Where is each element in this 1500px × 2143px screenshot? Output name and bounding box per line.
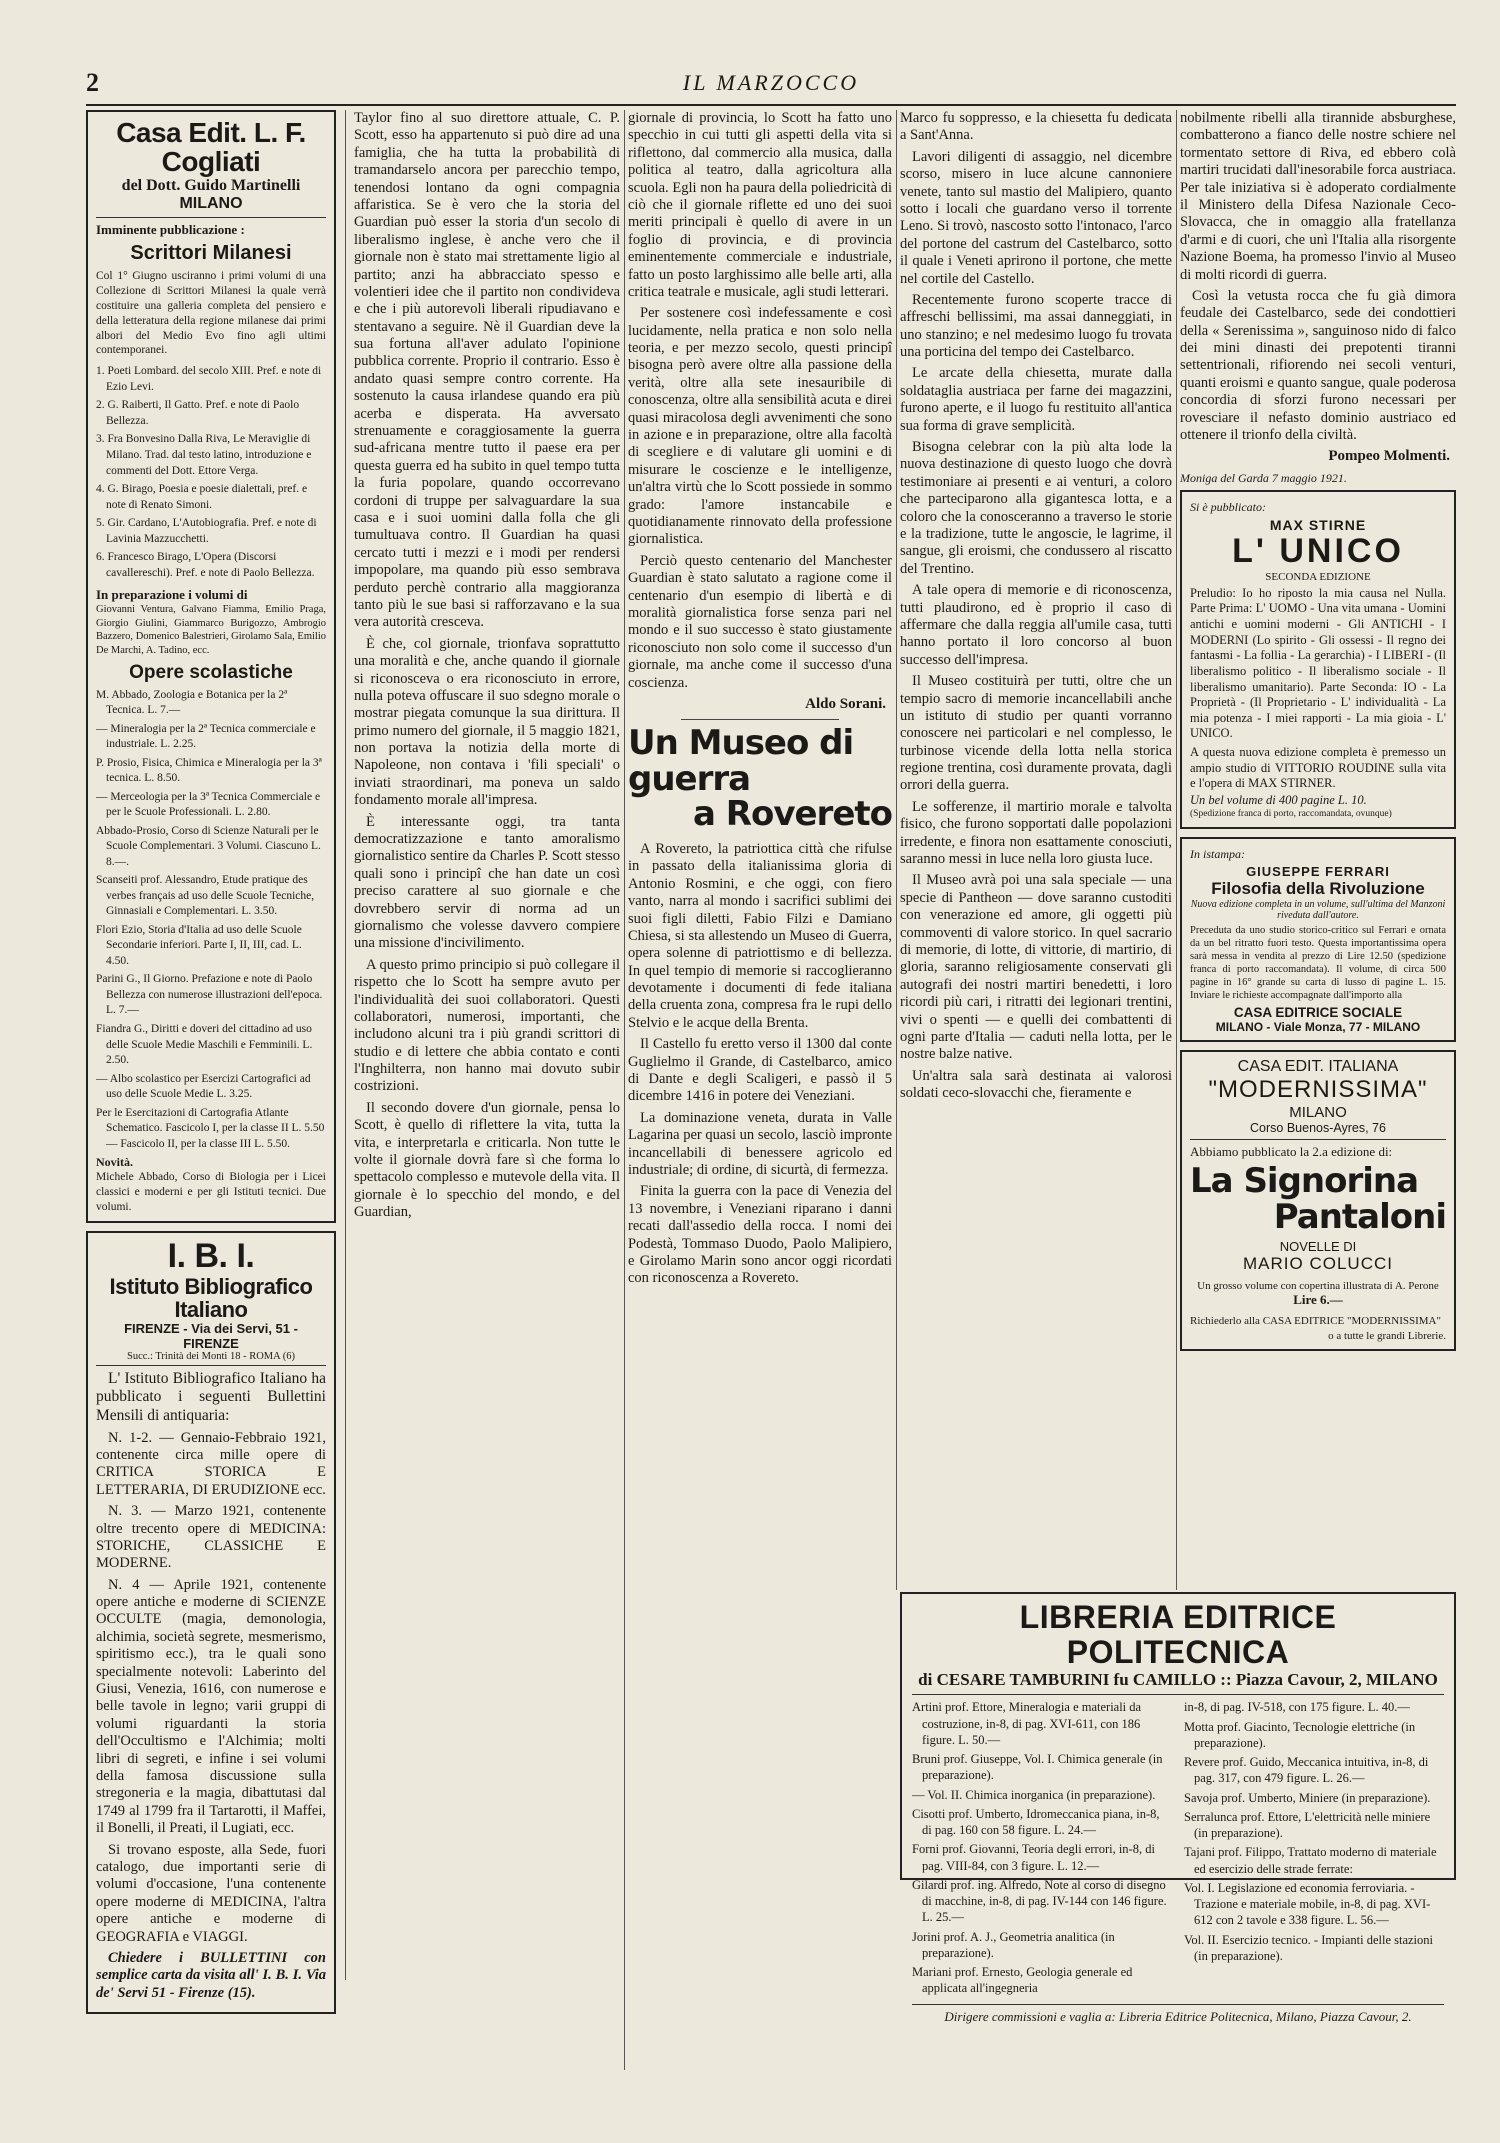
modernissima-intro: Abbiamo pubblicato la 2.a edizione di:	[1190, 1144, 1393, 1160]
list-item: 3. Fra Bonvesino Dalla Riva, Le Meraviglie di Milano. Trad. dal testo latino, introduzione e commenti del Dott. Ettore Verga.	[96, 433, 312, 477]
column-rule	[896, 110, 897, 1590]
politecnica-footer: Dirigere commissioni e vaglia a: Libreria Editrice Politecnica, Milano, Piazza Cavour, 2.	[912, 2004, 1444, 2025]
header-rule	[86, 104, 1456, 106]
novita-title: Novità.	[96, 1155, 133, 1170]
cogliati-title: Casa Edit. L. F. Cogliati	[116, 117, 306, 178]
list-item: Serralunca prof. Ettore, L'elettricità nelle miniere (in preparazione).	[1184, 1809, 1431, 1841]
series-intro: Col 1° Giugno usciranno i primi volumi di una Collezione di Scrittori Milanesi la quale verrà costituire una galleria completa del pensiero e della letteratura della regione milanese dai primi albori del Medio Evo fino agli ultimi contemporanei.	[96, 269, 326, 357]
article-paragraph: nobilmente ribelli alla tirannide absburghese, combatterono a fianco delle nostre schiere nel tormentato settore di Riva, ed ebbero colà martiri trucidati dall'inesorabile forca austriaca. Per tale iniziativa si è adoperato cordialmente il Ministero della Difesa Nazionale Ceco-Slovacca, che in omaggio alla fratellanza d'armi e di cuori, che unì l'Italia alla risorgente Nazione Boema, ha promesso l'invio al Museo di molti ricordi di guerra.	[1180, 110, 1456, 283]
ibi-note: Si trovano esposte, alla Sede, fuori catalogo, due importanti serie di volumi d'occasione, l'una contenente opere moderne di MEDICINA, l'altra opere antiche e moderne di GEOGRAFIA e VIAGGI.	[96, 1841, 326, 1945]
article-paragraph: Il Castello fu eretto verso il 1300 dal conte Guglielmo il Grande, di Castelbarco, amico di Dante e degli Scaligeri, e passò il 5 dicembre 1416 in potere dei Veneziani.	[628, 1036, 892, 1105]
book-author: MARIO COLUCCI	[1243, 1254, 1393, 1274]
ferrari-author: GIUSEPPE FERRARI	[1246, 863, 1390, 879]
ferrari-publisher: CASA EDITRICE SOCIALE	[1233, 1005, 1403, 1021]
list-item: Gilardi prof. ing. Alfredo, Note al corso di disegno di macchine, in-8, di pag. IV-144 con 146 figure. L. 25.—	[912, 1877, 1167, 1925]
article-title-line2: a Rovereto	[693, 794, 892, 835]
list-item: 2. G. Raiberti, Il Gatto. Pref. e note di Paolo Bellezza.	[96, 399, 300, 427]
article-paragraph: Per sostenere così indefessamente e così lucidamente, nella pratica e non solo nella teoria, e per mezzo secolo, questi principî bisogna però avere oltre alla passione della verità, oltre alla sete inesauribile di conoscenza, oltre alla sensibilità acuta e direi quasi miracolosa degli avvenimenti che sono in azione e in preparazione, oltre alla facoltà di scegliere e di valutare gli uomini e di misurare le coscienze e le intelligenze, un'altra virtù che lo Scott possiede in sommo grado: l'amore instancabile e quotidianamente rinnovato della professione giornalistica.	[628, 305, 892, 548]
modernissima-name: "MODERNISSIMA"	[1208, 1076, 1428, 1104]
page-header	[86, 68, 1456, 96]
unico-author: MAX STIRNE	[1269, 517, 1367, 534]
list-item: P. Prosio, Fisica, Chimica e Mineralogia per la 3ª tecnica. L. 8.50.	[96, 756, 322, 785]
ibi-address: FIRENZE - Via dei Servi, 51 - FIRENZE	[124, 1320, 298, 1351]
ferrari-title: Filosofia della Rivoluzione	[1211, 878, 1425, 898]
article-paragraph: Perciò questo centenario del Manchester Guardian è stato salutato a ragione come il centenario d'un esempio di libertà e di moralità giornalistica forse senza pari nel mondo e il suo successo è stato giustamente riconosciuto non solo come il successo d'un giornale, ma anche come il successo d'una coscienza.	[628, 552, 892, 691]
book-title-line1: La Signorina	[1190, 1160, 1419, 1201]
series-list	[96, 364, 326, 581]
article-paragraph: Un'altra sala sarà destinata ai valorosi soldati ceco-slovacchi che, fieramente e	[900, 1067, 1172, 1102]
list-item: Vol. I. Legislazione ed economia ferroviaria. - Trazione e materiale mobile, in-8, di pag. XVI-612 con 2 tavole e 338 figure. L. 56.—	[1184, 1880, 1431, 1928]
politecnica-subtitle: di CESARE TAMBURINI fu CAMILLO :: Piazza Cavour, 2, MILANO	[912, 1670, 1444, 1695]
book-format: Un grosso volume con copertina illustrata di A. Perone	[1197, 1280, 1439, 1293]
ferrari-label: In istampa:	[1190, 846, 1245, 861]
ibi-subtitle: Istituto Bibliografico Italiano	[109, 1273, 313, 1322]
article-paragraph: È che, col giornale, trionfava soprattutto una moralità e che, anche quando il giornale si riconosceva o era riconosciuto in errore, nulla poteva offuscare il suo sdegno morale o mostrar piegata comunque la sua dirittura. Il primo numero del giornale, il 5 maggio 1821, non portava la notizia della morte di Napoleone, non contava i 'fili speciali' o inviati straordinari, ma poneva un saldo fondamento morale all'impresa.	[354, 635, 620, 809]
ferrari-body: Preceduta da uno studio storico-critico sul Ferrari e ornata da un bel ritratto fuori testo. Questa importantissima opera sarà messa in vendita al prezzo di Lire 12.50 (spedizione franca di porto raccomandata). Il volume, di circa 500 pagine in 16° grande su carta di lusso di pagine L. 15. Inviare le richieste accompagnate dall'importo alla	[1190, 924, 1446, 1002]
column-rule	[345, 110, 346, 1980]
article-paragraph: A Rovereto, la patriottica città che rifulse in passato della italianissima gloria di Antonio Rosmini, e che oggi, con fiero vanto, narra al mondo i sacrifici sublimi dei suoi figli diletti, Fabio Filzi e Damiano Chiesa, si sta allestendo un Museo di Guerra, opera solenne di patriottismo e di bellezza. In quel tempio di memorie si raccoglieranno devotamente i documenti di fede italiana della cruenta zona, compresa fra le rupi dello Stelvio e le acque della Brenta.	[628, 840, 892, 1031]
book-genre: NOVELLE DI	[1279, 1239, 1357, 1255]
article-paragraph: Lavori diligenti di assaggio, nel dicembre scorso, misero in luce alcune cannoniere venete, tanto sul mastio del Malipiero, quanto sotto i locali che guardano verso il torrente Leno. Si trovò, nascosto sotto l'intonaco, l'arco del portone del castrum del Castelbarco, sotto il quale i Veneti aprirono il portone, che mette nel cortile del Castello.	[900, 148, 1172, 287]
page-number: 2	[86, 68, 99, 97]
column-1	[86, 110, 336, 2001]
article-paragraph: Il Museo avrà poi una sala speciale — una specie di Pantheon — dove saranno custoditi con venerazione ed amore, gli oggetti più commoventi di valore storico. In quel sacrario di memorie, di lotte, di vittorie, di martirio, di gloria, saranno religiosamente conservati gli autografi dei nostri martiri benedetti, i loro ricordi più cari, i ritratti dei legionari trentini, vivi o spenti — e quelli dei combattenti di ogni parte d'Italia — caduti nella lotta, per le nostre balze native.	[900, 872, 1172, 1063]
list-item: Artini prof. Ettore, Mineralogia e materiali da costruzione, in-8, di pag. XVI-611, con 186 figure. L. 50.—	[912, 1700, 1142, 1747]
ibi-branch: Succ.: Trinità dei Monti 18 - ROMA (6)	[96, 1351, 326, 1366]
list-item: Fiandra G., Diritti e doveri del cittadino ad uso delle Scuole Medie Maschili e Femminili. L. 2.50.	[96, 1022, 313, 1067]
list-item: Forni prof. Giovanni, Teoria degli errori, in-8, di pag. VIII-84, con 3 figure. L. 12.—	[912, 1842, 1155, 1873]
article-paragraph: È interessante oggi, tra tanta democratizzazione e tanto amoralismo giornalistico sentire da Charles P. Scott stesso quali sono i principî che han date un così preciso carattere al suo giornale e che dovrebbero servir di norma ad un giornalismo che volesse davvero compiere una missione d'incivilimento.	[354, 813, 620, 952]
novita-text: Michele Abbado, Corso di Biologia per i Licei classici e moderni e per gli Istituti tecnici. Due volumi.	[96, 1171, 326, 1213]
list-item: Mariani prof. Ernesto, Geologia generale ed applicata all'ingegneria	[912, 1965, 1133, 1996]
list-item: 5. Gir. Cardano, L'Autobiografia. Pref. e note di Lavinia Mazzucchetti.	[96, 517, 317, 545]
book-order: Richiederlo alla CASA EDITRICE "MODERNISSIMA"	[1190, 1315, 1441, 1328]
list-item: Savoja prof. Umberto, Miniere (in preparazione).	[1184, 1790, 1431, 1805]
dateline: Moniga del Garda 7 maggio 1921.	[1180, 471, 1347, 486]
list-item: Tajani prof. Filippo, Trattato moderno di materiale ed esercizio delle strade ferrate:	[1184, 1845, 1437, 1876]
list-item: — Albo scolastico per Esercizi Cartografici ad uso delle Scuole Medie L. 3.25.	[96, 1072, 311, 1101]
column-3	[628, 110, 892, 2070]
article-paragraph: A questo primo principio si può collegare il rispetto che lo Scott ha sempre avuto per l'individualità dei suoi collaboratori. Questi collaboratori, numerosi, importanti, che includono alcuni tra i più grandi scrittori di studio e di lettere che abbia contato e conti l'Inghilterra, non hanno mai dovuto subir costrizioni.	[354, 956, 620, 1095]
list-item: M. Abbado, Zoologia e Botanica per la 2ª Tecnica. L. 7.—	[96, 688, 288, 717]
politecnica-list-left	[912, 1699, 1172, 1999]
list-item: in-8, di pag. IV-518, con 175 figure. L. 40.—	[1184, 1700, 1410, 1715]
unico-shipping: (Spedizione franca di porto, raccomandata, ovunque)	[1190, 809, 1392, 820]
list-item: Vol. II. Esercizio tecnico. - Impianti delle stazioni (in preparazione).	[1184, 1932, 1433, 1963]
article-paragraph: Recentemente furono scoperte tracce di affreschi bellissimi, ma assai danneggiati, in uno stanzino; e nel medesimo luogo fu trovata una porticina del tempo dei Castelbarco.	[900, 291, 1172, 361]
book-order-2: o a tutte le grandi Librerie.	[1328, 1329, 1446, 1342]
list-item: 1. Poeti Lombard. del secolo XIII. Pref. e note di Ezio Levi.	[96, 365, 322, 393]
unico-contents: Preludio: Io ho riposto la mia causa nel Nulla. Parte Prima: L' UOMO - Una vita umana - Uomini antichi e uomini moderni - Gli ANTICHI - I MODERNI (Lo spirito - Gli ossessi - Il regno dei fantasmi - La follia - La gerarchia) - I LIBERI - (Il liberalismo politico - Il liberalismo sociale - Il liberalismo umanitario). Parte Seconda: IO - La Proprietà - (Il Proprietario - L' individualità - La mia potenza - I miei rapporti - La mia gioia - L' UNICO.	[1190, 585, 1446, 741]
book-price: Lire 6.—	[1293, 1292, 1343, 1308]
article-paragraph: giornale di provincia, lo Scott ha fatto uno specchio in cui tutti gli aspetti della vita si riflettono, dal commercio alla musica, dalla politica al teatro, dalla agricoltura alla scuola. Egli non ha paura della poliedricità di ciò che il giornale riflette ed uno dei suoi meriti principali è quello di avere in un foglio di provincia, e di provincia eminentemente commerciale e industriale, fatto un posto larghissimo alle belle arti, alla critica teatrale e musicale, agli studi letterari.	[628, 110, 892, 300]
column-5	[1180, 110, 1456, 1680]
school-list	[96, 688, 326, 1152]
column-4	[900, 110, 1172, 1680]
column-rule	[1176, 110, 1177, 1590]
list-item: — Vol. II. Chimica inorganica (in preparazione).	[912, 1787, 1156, 1802]
ferrari-ad	[1180, 837, 1456, 1043]
politecnica-list-right	[1184, 1699, 1444, 1999]
article-paragraph: Così la vetusta rocca che fu già dimora feudale dei Castelbarco, sede dei condottieri della « Serenissima », sanguinoso nido di falco dei mini dinasti dei prepotenti tiranni settentrionali, rifiorendo nei secoli venturi, quanti eroismi e quanto sangue, quale poderosa concordia di sforzi furono necessari per rovesciare il nefasto dominio austriaco ed ottenere il trionfo della civiltà.	[1180, 287, 1456, 444]
politecnica-columns	[912, 1699, 1444, 1999]
modernissima-header: CASA EDIT. ITALIANA	[1237, 1058, 1399, 1076]
article-paragraph: Finita la guerra con la pace di Venezia del 13 novembre, i Veneziani riparano i danni recati dall'assedio della rocca. I nomi dei Podestà, Tommaso Duodo, Paolo Malipiero, e Girolamo Marin sono ancor oggi ricordati con riconoscenza a Rovereto.	[628, 1183, 892, 1287]
ibi-ad	[86, 1231, 336, 2014]
prep-title: In preparazione i volumi di	[96, 587, 248, 603]
modernissima-address: Corso Buenos-Ayres, 76	[1250, 1121, 1386, 1136]
column-rule	[624, 110, 625, 2070]
list-item: Jorini prof. A. J., Geometria analitica (in preparazione).	[912, 1929, 1115, 1960]
list-item: Bruni prof. Giuseppe, Vol. I. Chimica generale (in preparazione).	[912, 1752, 1163, 1783]
list-item: 4. G. Birago, Poesia e poesie dialettali, pref. e note di Renato Simoni.	[96, 483, 308, 511]
article-paragraph: Il secondo dovere d'un giornale, pensa lo Scott, è quello di riflettere la vita, tutta la vita, e interpretarla e criticarla. Non tutte le volte il giornale dovrà fare sì che forma lo spettacolo complesso e mutevole della vita. Il giornale è lo specchio del mondo, e del Guardian,	[354, 1099, 620, 1221]
article-paragraph: Taylor fino al suo direttore attuale, C. P. Scott, esso ha appartenuto si può dire ad una famiglia, che ha tutta la probabilità di tramandarselo ancora per parecchio tempo, tenendosi lontano da ogni compagnia affaristica. Se è vero che la storia del Guardian può esser la storia d'un secolo di liberalismo inglese, è anche vero che il giornale non è stato mai strettamente ligio al partito; anzi ha abbracciato spesso e volentieri idee che il partito non condivideva e che i più autorevoli liberali ripudiavano e stentavano a seguire. Nè il Guardian deve la sua fortuna all'aver adulato l'opinione pubblica corrente. Proprio il contrario. Esso è andato quasi sempre contro corrente. Ha sostenuto la causa irlandese quando era più acerba e disperata. Ha avversato strenuamente e coraggiosamente la guerra sud-africana mentre tutto il paese era per questa guerra ed ha subito in quel tempo tutta la furia popolare, quando occorrevano cordoni di truppe per salvaguardare la sua casa e i suoi uomini dalla folla che gli tumultuava contro. Il Guardian ha quasi cercato tutti i mezzi e i modi per rendersi impopolare, ma quando più esso sembrava perduto perchè contrario alla maggioranza tanto più le sue basi si rafforzavano e la sua vera autorità cresceva.	[354, 110, 620, 631]
article-paragraph: Le sofferenze, il martirio morale e talvolta fisico, che furono sopportati dalle popolazioni irredente, e finora non esattamente conosciuti, saranno messi in luce nella loro giusta luce.	[900, 798, 1172, 868]
cogliati-ad	[86, 110, 336, 1223]
list-item: 6. Francesco Birago, L'Opera (Discorsi cavallereschi). Pref. e note di Paolo Bellezza.	[96, 551, 315, 579]
list-item: Cisotti prof. Umberto, Idromeccanica piana, in-8, di pag. 160 con 58 figure. L. 24.—	[912, 1806, 1160, 1838]
unico-note: A questa nuova edizione completa è premesso un ampio studio di VITTORIO ROUDINE sulla vita e l'opera di MAX STIRNER.	[1190, 745, 1446, 791]
politecnica-ad	[900, 1592, 1456, 2024]
modernissima-city: MILANO	[1289, 1104, 1347, 1122]
list-item: Per le Esercitazioni di Cartografia Atlante Schematico. Fascicolo I, per la classe II L. 5.50 — Fascicolo II, per la classe III L. 5.50.	[96, 1106, 325, 1150]
imminent-label: Imminente pubblicazione :	[96, 221, 245, 237]
column-2	[354, 110, 620, 2070]
school-title: Opere scolastiche	[129, 661, 293, 683]
list-item: — Merceologia per la 3ª Tecnica Commerciale e per le Scuole Professionali. L. 2.80.	[96, 790, 321, 819]
unico-price: Un bel volume di 400 pagine L. 10.	[1190, 792, 1367, 807]
article-paragraph: Il Museo costituirà per tutti, oltre che un tempio sacro di memorie incancellabili anche un istituto di studio per quanti vorranno conoscere nei particolari e nel complesso, le turbinose vicende della lotta nella storica regione trentina, così duramente provata, dagli orrori della guerra.	[900, 673, 1172, 794]
ibi-title: I. B. I.	[167, 1236, 255, 1275]
article-paragraph: A tale opera di memorie e di riconoscenza, tutti plaudirono, ed è proprio il caso di affermare che dalla reggia all'umile casa, tutti hanno portato il loro concorso al buon successo dell'impresa.	[900, 582, 1172, 668]
unico-label: Si è pubblicato:	[1190, 500, 1266, 515]
ibi-item: N. 3. — Marzo 1921, contenente oltre trecento opere di MEDICINA: STORICHE, CLASSICHE E MODERNE.	[96, 1503, 326, 1572]
cogliati-city: MILANO	[179, 194, 243, 212]
series-title: Scrittori Milanesi	[130, 241, 292, 264]
article-paragraph: Le arcate della chiesetta, murate dalla soldataglia austriaca per farne dei magazzini, furono aperte, e il luogo fu restituito all'antica sua forma di grave semplicità.	[900, 365, 1172, 434]
unico-title: L' UNICO	[1232, 532, 1404, 571]
ferrari-address: MILANO - Viale Monza, 77 - MILANO	[1215, 1020, 1421, 1035]
ibi-item: N. 4 — Aprile 1921, contenente opere antiche e moderne di SCIENZE OCCULTE (magia, demonologia, alchimia, società segrete, mesmerismo, spiritismo ecc.), tra le quali sono specialmente notevoli: Laberinto del Giusi, Venezia, 1616, con numerose e belle tavole in legno; varii gruppi di volumi riguardanti la storia dell'Occultismo e l'Alchimia; molti libri di segreti, e infine i sei volumi della famosa discussione sulla stregoneria e la magia, dibattutasi dal 1749 al 1799 fra il Tartarotti, il Maffei, il Bonelli, il Preati, il Lugiati, ecc.	[96, 1576, 326, 1837]
book-title-line2: Pantaloni	[1273, 1196, 1446, 1237]
list-item: Scanseiti prof. Alessandro, Etude pratique des verbes français ad uso delle Scuole Tecniche, Ginnasiali e Complementari. L. 3.50.	[96, 874, 315, 918]
article-paragraph: Marco fu soppresso, e la chiesetta fu dedicata a Sant'Anna.	[900, 110, 1172, 144]
list-item: Abbado-Prosio, Corso di Scienze Naturali per le Scuole Complementari. 3 Volumi. Ciascuno L. 8.—.	[96, 824, 321, 868]
ibi-intro: L' Istituto Bibliografico Italiano ha pubblicato i seguenti Bullettini Mensili di antiquaria:	[96, 1369, 326, 1424]
article-title-line1: Un Museo di guerra	[628, 722, 854, 799]
article-paragraph: Bisogna celebrar con la più alta lode la nuova destinazione di questo luogo che dovrà testimoniare ai presenti e ai venturi, a coloro che parteciparono alla gigantesca lotta, e a coloro che la conosceranno a traverso le storie e la tradizione, tutte le angoscie, le lagrime, il sangue, gli eroismi, che condussero al riscatto del Trentino.	[900, 439, 1172, 577]
article-paragraph: La dominazione veneta, durata in Valle Lagarina per quasi un secolo, lasciò impronte incancellabili di benessere agricolo ed industriale; di ordine, di sicurtà, di fermezza.	[628, 1109, 892, 1178]
cogliati-subtitle: del Dott. Guido Martinelli	[121, 176, 301, 194]
article-author: Aldo Sorani.	[805, 695, 886, 712]
list-item: Motta prof. Giacinto, Tecnologie elettriche (in preparazione).	[1184, 1719, 1416, 1750]
masthead: IL MARZOCCO	[682, 70, 860, 95]
unico-ad	[1180, 490, 1456, 828]
modernissima-ad	[1180, 1050, 1456, 1351]
prep-names: Giovanni Ventura, Galvano Fiamma, Emilio Praga, Giorgio Giulini, Giammarco Burigozzo, Ambrogio Bazzero, Domenico Balestrieri, Girolamo Sala, Emilio De Marchi, A. Tadino, ecc.	[96, 604, 326, 657]
list-item: Parini G., Il Giorno. Prefazione e note di Paolo Bellezza con numerose illustrazioni dell'epoca. L. 7.—	[96, 973, 323, 1017]
politecnica-title: LIBRERIA EDITRICE POLITECNICA	[1019, 1599, 1337, 1671]
list-item: — Mineralogia per la 2ª Tecnica commerciale e industriale. L. 2.25.	[96, 722, 316, 751]
ferrari-desc: Nuova edizione completa in un volume, sull'ultima del Manzoni riveduta dall'autore.	[1190, 898, 1446, 921]
unico-edition: SECONDA EDIZIONE	[1265, 570, 1371, 583]
ibi-item: N. 1-2. — Gennaio-Febbraio 1921, contenente circa mille opere di CRITICA STORICA E LETTERARIA, DI ERUDIZIONE ecc.	[96, 1429, 326, 1498]
ibi-footer: Chiedere i BULLETTINI con semplice carta da visita all' I. B. I. Via de' Servi 51 - Firenze (15).	[96, 1949, 326, 2001]
article-author: Pompeo Molmenti.	[1328, 448, 1450, 465]
list-item: Flori Ezio, Storia d'Italia ad uso delle Scuole Secondarie inferiori. Parte I, II, III, cad. L. 4.50.	[96, 923, 302, 967]
list-item: Revere prof. Guido, Meccanica intuitiva, in-8, di pag. 317, con 479 figure. L. 26.—	[1184, 1755, 1429, 1786]
